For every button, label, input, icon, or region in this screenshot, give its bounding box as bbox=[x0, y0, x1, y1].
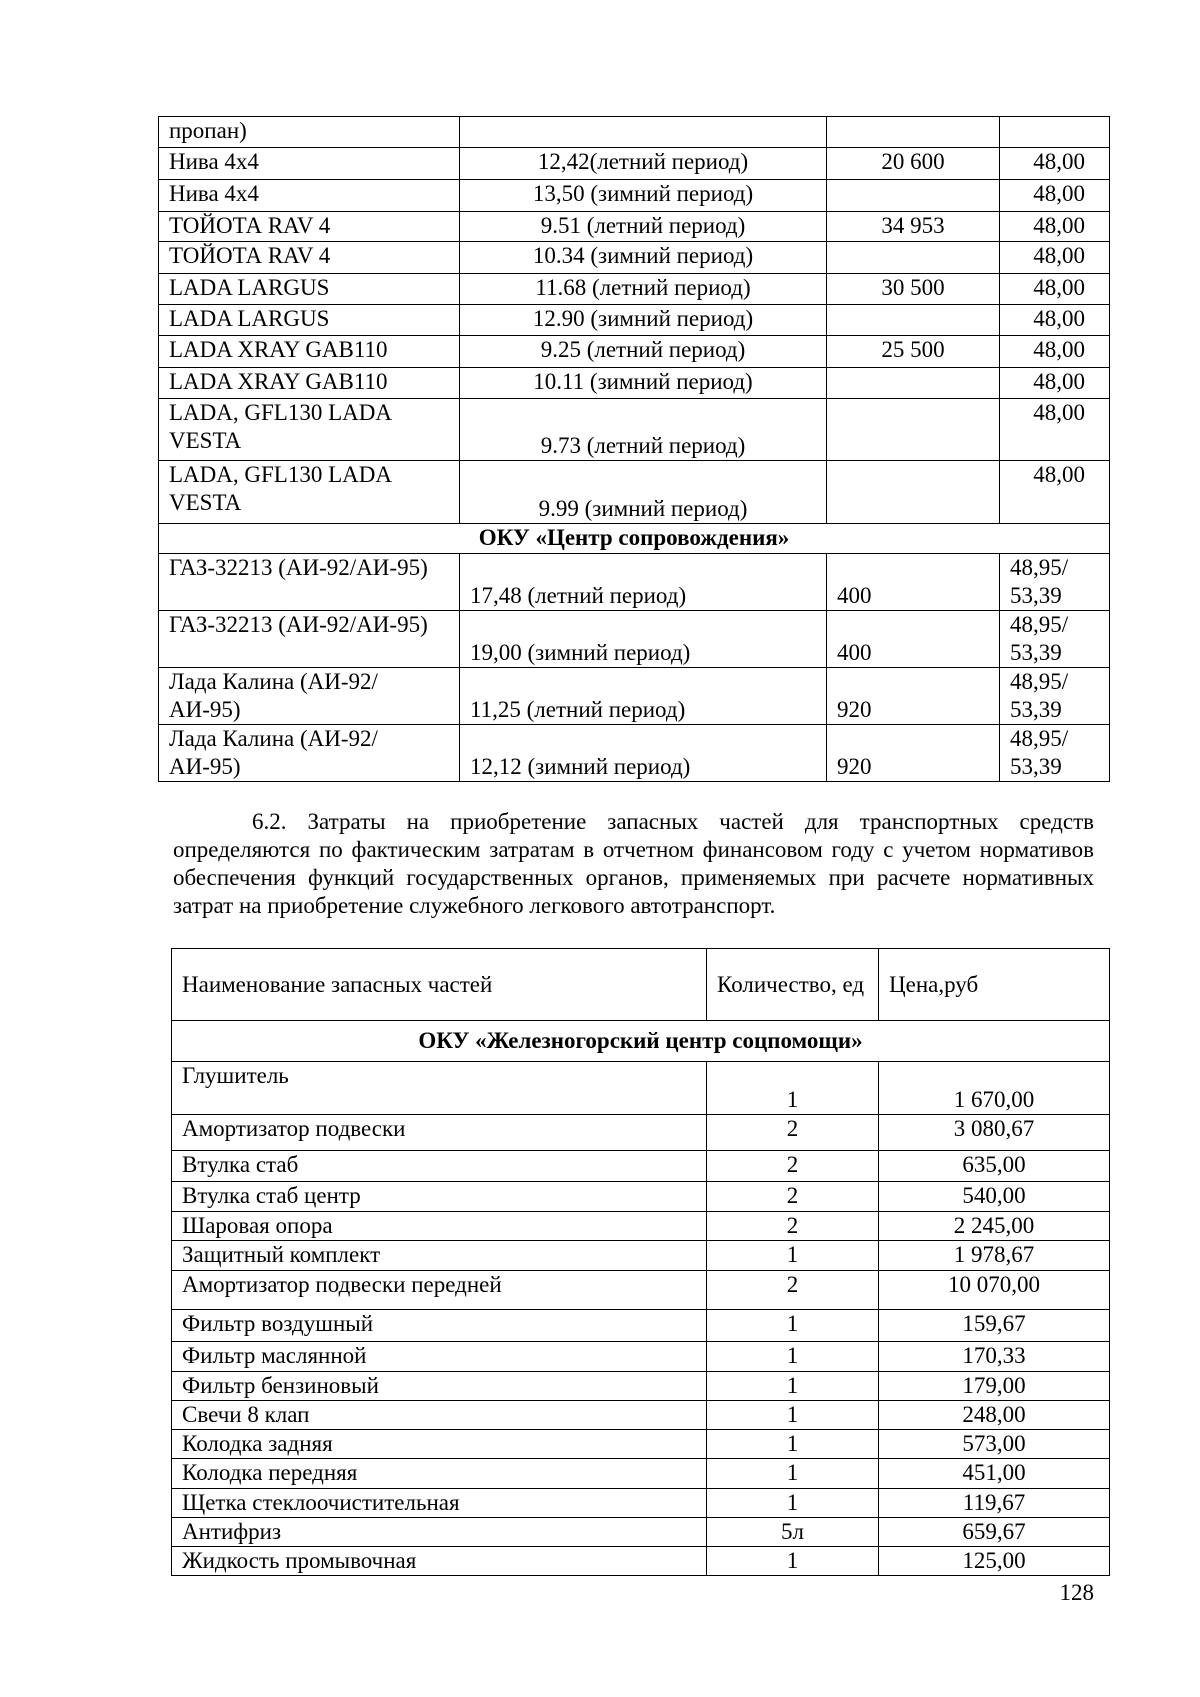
page-number: 128 bbox=[1059, 1580, 1094, 1605]
fuel-price: 48,00 bbox=[1000, 368, 1110, 399]
vehicle-name: Нива 4х4 bbox=[159, 180, 460, 212]
part-name: Втулка стаб bbox=[172, 1151, 707, 1182]
quantity: 2 bbox=[707, 1182, 879, 1212]
mileage: 400 bbox=[827, 554, 1000, 611]
fuel-norm: 12,42(летний период) bbox=[460, 148, 827, 180]
price: 659,67 bbox=[879, 1518, 1110, 1547]
quantity: 2 bbox=[707, 1212, 879, 1241]
fuel-price: 48,95/ 53,39 bbox=[1000, 725, 1110, 782]
part-name: Глушитель bbox=[172, 1062, 707, 1115]
header-name: Наименование запасных частей bbox=[172, 949, 707, 1021]
table-row bbox=[172, 1459, 1110, 1489]
price: 159,67 bbox=[879, 1310, 1110, 1342]
table-row bbox=[159, 725, 1110, 782]
quantity: 1 bbox=[707, 1547, 879, 1576]
fuel-norm: 13,50 (зимний период) bbox=[460, 180, 827, 212]
table-row bbox=[159, 399, 1110, 461]
price: 540,00 bbox=[879, 1182, 1110, 1212]
quantity: 1 bbox=[707, 1430, 879, 1459]
mileage: 920 bbox=[827, 668, 1000, 725]
fuel-price: 48,00 bbox=[1000, 461, 1110, 524]
part-name: Фильтр маслянной bbox=[172, 1342, 707, 1372]
quantity: 1 bbox=[707, 1489, 879, 1518]
table-row bbox=[172, 1430, 1110, 1459]
table-row bbox=[172, 1342, 1110, 1372]
table-row bbox=[172, 1401, 1110, 1430]
table-row bbox=[172, 1310, 1110, 1342]
vehicle-name: Лада Калина (АИ-92/АИ-95) bbox=[159, 725, 460, 782]
table-row bbox=[159, 305, 1110, 336]
table-row bbox=[159, 611, 1110, 668]
table-row bbox=[172, 1241, 1110, 1271]
fuel-price: 48,00 bbox=[1000, 336, 1110, 368]
table-row bbox=[172, 1062, 1110, 1115]
price: 635,00 bbox=[879, 1151, 1110, 1182]
quantity: 5л bbox=[707, 1518, 879, 1547]
fuel-price bbox=[1000, 117, 1110, 148]
part-name: Втулка стаб центр bbox=[172, 1182, 707, 1212]
vehicle-name: ГАЗ-32213 (АИ-92/АИ-95) bbox=[159, 554, 460, 611]
price: 2 245,00 bbox=[879, 1212, 1110, 1241]
vehicle-name: LADA, GFL130 LADA VESTA bbox=[159, 461, 460, 524]
fuel-price: 48,00 bbox=[1000, 399, 1110, 461]
fuel-norms-table bbox=[158, 116, 1110, 782]
header-price: Цена,руб bbox=[879, 949, 1110, 1021]
vehicle-name: пропан) bbox=[159, 117, 460, 148]
mileage bbox=[827, 368, 1000, 399]
fuel-norm: 17,48 (летний период) bbox=[460, 554, 827, 611]
table-row bbox=[159, 368, 1110, 399]
vehicle-name: LADA LARGUS bbox=[159, 274, 460, 305]
part-name: Жидкость промывочная bbox=[172, 1547, 707, 1576]
price: 119,67 bbox=[879, 1489, 1110, 1518]
section-6-2-paragraph bbox=[173, 808, 1094, 920]
table-row bbox=[159, 117, 1110, 148]
table-row bbox=[172, 1372, 1110, 1401]
price: 1 978,67 bbox=[879, 1241, 1110, 1271]
mileage bbox=[827, 305, 1000, 336]
vehicle-name: LADA, GFL130 LADA VESTA bbox=[159, 399, 460, 461]
vehicle-name: LADA LARGUS bbox=[159, 305, 460, 336]
fuel-norm: 9.25 (летний период) bbox=[460, 336, 827, 368]
table-row bbox=[172, 1182, 1110, 1212]
section-header: ОКУ «Центр сопровождения» bbox=[159, 524, 1110, 554]
mileage bbox=[827, 399, 1000, 461]
table-row bbox=[159, 336, 1110, 368]
fuel-price: 48,00 bbox=[1000, 305, 1110, 336]
fuel-norm: 12,12 (зимний период) bbox=[460, 725, 827, 782]
mileage: 920 bbox=[827, 725, 1000, 782]
mileage bbox=[827, 461, 1000, 524]
fuel-norm: 19,00 (зимний период) bbox=[460, 611, 827, 668]
part-name: Антифриз bbox=[172, 1518, 707, 1547]
fuel-norm: 10.11 (зимний период) bbox=[460, 368, 827, 399]
price: 3 080,67 bbox=[879, 1115, 1110, 1151]
price: 573,00 bbox=[879, 1430, 1110, 1459]
mileage: 25 500 bbox=[827, 336, 1000, 368]
quantity: 1 bbox=[707, 1401, 879, 1430]
quantity: 1 bbox=[707, 1062, 879, 1115]
quantity: 1 bbox=[707, 1372, 879, 1401]
quantity: 1 bbox=[707, 1342, 879, 1372]
price: 1 670,00 bbox=[879, 1062, 1110, 1115]
quantity: 1 bbox=[707, 1241, 879, 1271]
fuel-norm: 10.34 (зимний период) bbox=[460, 242, 827, 274]
section-header: ОКУ «Железногорский центр соцпомощи» bbox=[172, 1021, 1110, 1062]
fuel-price: 48,00 bbox=[1000, 242, 1110, 274]
mileage: 30 500 bbox=[827, 274, 1000, 305]
vehicle-name: Лада Калина (АИ-92/АИ-95) bbox=[159, 668, 460, 725]
fuel-price: 48,00 bbox=[1000, 274, 1110, 305]
table-row bbox=[172, 1489, 1110, 1518]
price: 179,00 bbox=[879, 1372, 1110, 1401]
table-row bbox=[172, 1115, 1110, 1151]
part-name: Щетка стеклоочистительная bbox=[172, 1489, 707, 1518]
header-qty: Количество, ед bbox=[707, 949, 879, 1021]
price: 125,00 bbox=[879, 1547, 1110, 1576]
quantity: 1 bbox=[707, 1310, 879, 1342]
part-name: Защитный комплект bbox=[172, 1241, 707, 1271]
mileage bbox=[827, 242, 1000, 274]
quantity: 2 bbox=[707, 1151, 879, 1182]
vehicle-name: LADA XRAY GAB110 bbox=[159, 336, 460, 368]
table-row bbox=[159, 554, 1110, 611]
table-row bbox=[172, 1212, 1110, 1241]
table-row bbox=[172, 1518, 1110, 1547]
fuel-norm: 12.90 (зимний период) bbox=[460, 305, 827, 336]
part-name: Фильтр воздушный bbox=[172, 1310, 707, 1342]
part-name: Колодка передняя bbox=[172, 1459, 707, 1489]
table-row bbox=[172, 1151, 1110, 1182]
price: 248,00 bbox=[879, 1401, 1110, 1430]
part-name: Амортизатор подвески bbox=[172, 1115, 707, 1151]
mileage: 20 600 bbox=[827, 148, 1000, 180]
fuel-price: 48,95/ 53,39 bbox=[1000, 611, 1110, 668]
vehicle-name: LADA XRAY GAB110 bbox=[159, 368, 460, 399]
part-name: Фильтр бензиновый bbox=[172, 1372, 707, 1401]
fuel-norm: 9.51 (летний период) bbox=[460, 212, 827, 242]
vehicle-name: ТОЙОТА RAV 4 bbox=[159, 212, 460, 242]
table-row bbox=[159, 274, 1110, 305]
quantity: 1 bbox=[707, 1459, 879, 1489]
fuel-norm: 11.68 (летний период) bbox=[460, 274, 827, 305]
spare-parts-table bbox=[171, 948, 1110, 1576]
part-name: Свечи 8 клап bbox=[172, 1401, 707, 1430]
table-row bbox=[172, 1547, 1110, 1576]
fuel-norm: 9.73 (летний период) bbox=[460, 399, 827, 461]
mileage: 400 bbox=[827, 611, 1000, 668]
table-row bbox=[159, 668, 1110, 725]
price: 10 070,00 bbox=[879, 1271, 1110, 1310]
fuel-price: 48,95/ 53,39 bbox=[1000, 668, 1110, 725]
price: 170,33 bbox=[879, 1342, 1110, 1372]
fuel-price: 48,00 bbox=[1000, 212, 1110, 242]
part-name: Шаровая опора bbox=[172, 1212, 707, 1241]
fuel-price: 48,00 bbox=[1000, 148, 1110, 180]
table-row bbox=[159, 461, 1110, 524]
mileage bbox=[827, 180, 1000, 212]
table-row bbox=[172, 1271, 1110, 1310]
part-name: Амортизатор подвески передней bbox=[172, 1271, 707, 1310]
quantity: 2 bbox=[707, 1271, 879, 1310]
vehicle-name: Нива 4х4 bbox=[159, 148, 460, 180]
table-row bbox=[159, 180, 1110, 212]
fuel-norm: 11,25 (летний период) bbox=[460, 668, 827, 725]
vehicle-name: ГАЗ-32213 (АИ-92/АИ-95) bbox=[159, 611, 460, 668]
paragraph-text: 6.2. Затраты на приобретение запасных частей для транспортных средств определяются по фактическим затратам в отчетном финансовом году с учетом нормативов обеспечения функций государственных органов, применяемых при расчете нормативных затрат на приобретение служебного легкового автотранспорт. bbox=[173, 809, 1094, 918]
table-row bbox=[159, 148, 1110, 180]
table-row bbox=[159, 242, 1110, 274]
fuel-norm bbox=[460, 117, 827, 148]
fuel-price: 48,95/ 53,39 bbox=[1000, 554, 1110, 611]
table-row bbox=[159, 212, 1110, 242]
mileage: 34 953 bbox=[827, 212, 1000, 242]
table-header-row bbox=[172, 949, 1110, 1021]
fuel-norm: 9.99 (зимний период) bbox=[460, 461, 827, 524]
fuel-price: 48,00 bbox=[1000, 180, 1110, 212]
price: 451,00 bbox=[879, 1459, 1110, 1489]
part-name: Колодка задняя bbox=[172, 1430, 707, 1459]
mileage bbox=[827, 117, 1000, 148]
vehicle-name: ТОЙОТА RAV 4 bbox=[159, 242, 460, 274]
quantity: 2 bbox=[707, 1115, 879, 1151]
